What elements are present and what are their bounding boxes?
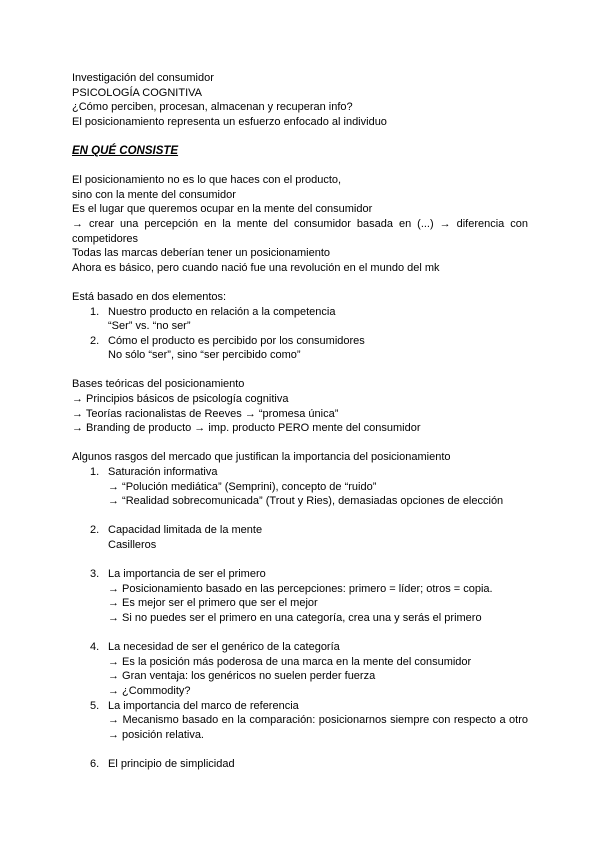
list-item-text: Saturación informativa — [108, 466, 218, 479]
intro-line-5: Todas las marcas deberían tener un posicionamiento — [72, 247, 331, 260]
header-line-3: ¿Cómo perciben, procesan, almacenan y recuperan info? — [72, 101, 353, 114]
list-number: 1. — [90, 305, 100, 318]
list-item-sub — [72, 655, 528, 670]
bases-line-1: → Principios básicos de psicología cognitiva — [72, 393, 289, 406]
spacer — [72, 626, 528, 641]
section-title: EN QUÉ CONSISTE — [72, 144, 179, 157]
intro-line-2: sino con la mente del consumidor — [72, 188, 236, 201]
list-item-sub — [72, 611, 528, 626]
spacer — [72, 275, 528, 290]
list-item — [72, 757, 528, 772]
sub-text: → Gran ventaja: los genéricos no suelen perder fuerza — [108, 670, 376, 683]
list-item-text: La necesidad de ser el genérico de la categoría — [108, 641, 340, 654]
list-item-sub — [72, 582, 528, 597]
list-item-sub — [72, 684, 528, 699]
sub-text: → ¿Commodity? — [108, 684, 191, 697]
sub-text: → “Polución mediática” (Semprini), concepto de “ruido” — [108, 480, 377, 493]
list-number: 6. — [90, 757, 100, 770]
sub-text: → Es mejor ser el primero que ser el mejor — [108, 597, 318, 610]
sub-text: → “Realidad sobrecomunicada” (Trout y Ries), demasiadas opciones de elección — [108, 495, 504, 508]
list-item — [72, 699, 528, 714]
list-item-text: La importancia del marco de referencia — [108, 699, 299, 712]
list-item-sub: “Ser” vs. “no ser” — [108, 320, 191, 333]
list-number: 5. — [90, 699, 100, 712]
intro-line-3: Es el lugar que queremos ocupar en la mente del consumidor — [72, 203, 373, 216]
list-item — [72, 567, 528, 582]
list-item-sub — [72, 494, 528, 509]
document-body — [72, 71, 528, 772]
spacer — [72, 509, 528, 524]
list-item — [72, 334, 528, 363]
list-number: 3. — [90, 568, 100, 581]
sub-text: → Posicionamiento basado en las percepciones: primero = líder; otros = copia. — [108, 582, 493, 595]
intro-line-4: → crear una percepción en la mente del consumidor basada en (...) → diferencia con competidores — [72, 217, 528, 245]
list-number: 4. — [90, 641, 100, 654]
list-item-text: Cómo el producto es percibido por los consumidores — [108, 334, 365, 347]
header-line-1: Investigación del consumidor — [72, 72, 214, 84]
spacer — [72, 742, 528, 757]
header-line-2: PSICOLOGÍA COGNITIVA — [72, 86, 202, 99]
spacer — [72, 129, 528, 144]
list-item-text: Capacidad limitada de la mente — [108, 524, 263, 537]
list-item-sub — [72, 669, 528, 684]
list-item — [72, 523, 528, 538]
spacer — [72, 436, 528, 451]
list-item-sub — [72, 596, 528, 611]
spacer — [72, 159, 528, 174]
rasgos-title: Algunos rasgos del mercado que justifican la importancia del posicionamiento — [72, 451, 451, 464]
bases-line-2: → Teorías racionalistas de Reeves → “promesa única” — [72, 407, 339, 420]
list-item-sub — [72, 480, 528, 495]
intro-line-1: El posicionamiento no es lo que haces con el producto, — [72, 174, 342, 187]
list-item-text: Nuestro producto en relación a la competencia — [108, 305, 336, 318]
sub-text: → Si no puedes ser el primero en una categoría, crea una y serás el primero — [108, 611, 482, 624]
list-item-sub — [72, 538, 528, 553]
list-item-sub: No sólo “ser”, sino “ser percibido como” — [108, 349, 301, 362]
list-item-sub: → Mecanismo basado en la comparación: posicionarnos siempre con respecto a otro → posición relativa. — [108, 714, 528, 741]
list-number: 2. — [90, 334, 100, 347]
spacer — [72, 553, 528, 568]
bases-line-3: → Branding de producto → imp. producto PERO mente del consumidor — [72, 422, 421, 435]
list-item — [72, 640, 528, 655]
list-item-text: La importancia de ser el primero — [108, 568, 266, 581]
spacer — [72, 363, 528, 378]
header-line-4: El posicionamiento representa un esfuerzo enfocado al individuo — [72, 115, 387, 128]
list-number: 2. — [90, 524, 100, 537]
list-item — [72, 465, 528, 480]
bases-title: Bases teóricas del posicionamiento — [72, 378, 245, 391]
sub-text: Casilleros — [108, 539, 157, 551]
sub-text: → Es la posición más poderosa de una marca en la mente del consumidor — [108, 655, 472, 668]
intro-line-6: Ahora es básico, pero cuando nació fue una revolución en el mundo del mk — [72, 261, 440, 274]
list-item-text: El principio de simplicidad — [108, 757, 235, 770]
list-number: 1. — [90, 466, 100, 479]
list-item — [72, 305, 528, 334]
elements-title: Está basado en dos elementos: — [72, 290, 227, 303]
